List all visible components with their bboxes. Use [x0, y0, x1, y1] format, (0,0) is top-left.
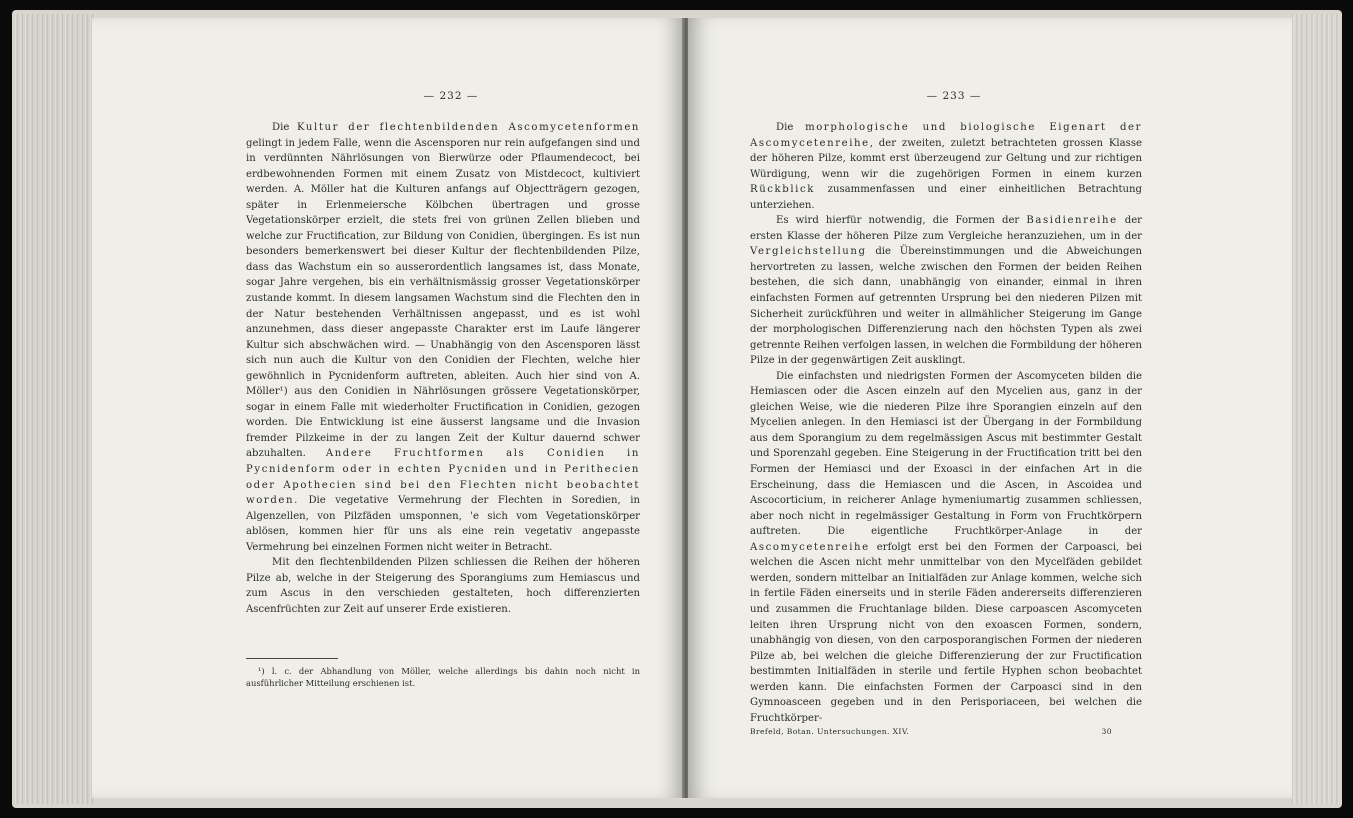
text-run: Mit den flechtenbildenden Pilzen schliessen die Reihen der höheren Pilze ab, welche in der Steigerung des Sporangiums zum Hemiascus und zum Ascus in den verschieden gestalteten, hoch differenzierten Ascenfrüchten zur Zeit auf unserer Erde existieren.	[246, 557, 640, 615]
spaced-emphasis-text: morphologische und biologische Eigenart der Ascomycetenreihe	[750, 122, 1142, 149]
text-run: , der zweiten, zuletzt betrachteten grossen Klasse der höheren Pilze, kommt erst überzeugend zur Geltung und zur richtigen Würdigung, wenn wir die zugehörigen Formen in einem kurzen	[750, 137, 1142, 180]
paragraph	[246, 555, 640, 617]
right-page-body	[750, 120, 1142, 726]
page-edges-left	[14, 14, 94, 804]
text-run: Die vegetative Vermehrung der Flechten in Soredien, in Algenzellen, von Pilzfäden umsponnen, 'e sich vom Vegetationskörper ablösen, kommen hier für uns als eine rein vegetativ angepasste Vermehrung bei einzelnen Formen nicht weiter in Betracht.	[246, 495, 640, 553]
page-edges-right	[1290, 14, 1340, 804]
left-page	[92, 18, 684, 798]
spaced-emphasis-text: Rückblick	[750, 184, 815, 196]
text-run: Es wird hierfür notwendig, die Formen der	[776, 215, 1027, 227]
signature-number: 30	[1101, 727, 1112, 737]
spaced-emphasis-text: Andere Fruchtformen als Conidien in Pycnidenform oder in echten Pycniden und in Perithecien oder Apothecien sind bei den Flechten nicht beobachtet worden.	[246, 448, 640, 507]
paragraph	[246, 120, 640, 555]
paragraph	[750, 369, 1142, 727]
text-run: Die	[776, 122, 806, 133]
footnote: ¹) l. c. der Abhandlung von Möller, welche allerdings bis dahin noch nicht in ausführlicher Mitteilung erschienen ist.	[246, 665, 640, 688]
right-page	[688, 18, 1292, 798]
signature-title: Brefeld, Botan. Untersuchungen. XIV.	[750, 727, 910, 737]
page-number-left: — 232 —	[423, 90, 479, 102]
paragraph	[750, 120, 1142, 213]
text-run: zusammenfassen und einer einheitlichen Betrachtung unterziehen.	[750, 184, 1142, 211]
footnote-divider	[246, 658, 338, 659]
left-page-body	[246, 120, 640, 618]
printer-signature	[750, 727, 1142, 736]
page-number-right: — 233 —	[926, 90, 982, 102]
text-run: der ersten Klasse der höheren Pilze zum Vergleiche heranzuziehen, um in der	[750, 215, 1143, 242]
text-run: die Übereinstimmungen und die Abweichungen hervortreten zu lassen, welche zwischen den Formen der beiden Reihen bestehen, die sich dann, unabhängig von einander, einmal in ihren einfachsten Formen auf getrennten Ursprung bei den niederen Pilzen mit Sicherheit zurückführen und weiter in allmählicher Steigerung im Gange der morphologischen Differenzierung nach den höchsten Typen als zwei getrennte Reihen verfolgen lassen, in welchen die Formbildung der höheren Pilze in der gegenwärtigen Zeit ausklingt.	[750, 246, 1142, 367]
text-run: Die	[272, 122, 297, 133]
text-run: Die einfachsten und niedrigsten Formen der Ascomyceten bilden die Hemiascen oder die Ascen einzeln auf den Mycelien aus, ganz in der gleichen Weise, wie die niederen Pilze ihre Sporangien einzeln auf den Mycelien anlegen. In den Hemiasci ist der Übergang in der Formbildung aus dem Sporangium zu dem regelmässigen Ascus mit bestimmter Gestalt und Sporenzahl gegeben. Eine Steigerung in der Fructification tritt bei den Formen der Hemiasci und der Exoasci in der einfachen Art in die Erscheinung, dass die Hemiascen und die Ascen, in Ascoidea und Ascocorticium, in reicherer Anlage hymeniumartig zusammen schliessen, aber noch nicht in regelmässiger Gestaltung in Form von Fruchtkörpern auftreten. Die eigentliche Fruchtkörper-Anlage in der	[750, 370, 1142, 538]
spaced-emphasis-text: Basidienreihe	[1026, 215, 1118, 227]
paragraph	[750, 213, 1142, 368]
text-run: gelingt in jedem Falle, wenn die Ascensporen nur rein aufgefangen sind und in verdünnten Nährlösungen von Bierwürze oder Pflaumendecoct, bei erdbewohnenden Formen mit einem Zusatz von Mistdecoct, kultiviert werden. A. Möller hat die Kulturen anfangs auf Objectträgern gezogen, später in Erlenmeiersche Kölbchen übertragen und grosse Vegetationskörper erzielt, die stets frei von grünen Zellen blieben und welche zur Fructification, zur Bildung von Conidien, übergingen. Es ist nun besonders bemerkenswert bei dieser Kultur der flechtenbildenden Pilze, dass das Wachstum ein so ausserordentlich langsames ist, dass Monate, sogar Jahre vergehen, bis ein verhältnismässig grosser Vegetationskörper zustande kommt. In diesem langsamen Wachstum sind die Flechten den in der Natur bestehenden Verhältnissen angepasst, und es ist wohl anzunehmen, dass dieser angepasste Charakter erst im Laufe längerer Kultur sich abschwächen wird. — Unabhängig von den Ascensporen lässt sich nun auch die Kultur von den Conidien der Flechten, welche hier gewöhnlich in Pycnidenform auftreten, ableiten. Auch hier sind von A. Möller¹) aus den Conidien in Nährlösungen grössere Vegetationskörper, sogar in einem Falle mit wiederholter Fructification in Conidien, gezogen worden. Die Entwicklung ist eine äusserst langsame und die Invasion fremder Pilzkeime in der zu langen Zeit der Kultur dauernd schwer abzuhalten.	[246, 137, 640, 460]
text-run: erfolgt erst bei den Formen der Carpoasci, bei welchen die Ascen nicht mehr unmittelbar von den Mycelfäden gebildet werden, sondern mittelbar an Initialfäden zur Anlage kommen, welche sich in fertile Fäden einerseits und in sterile Fäden andererseits differenzieren und zusammen die Fruchtanlage bilden. Diese carpoascen Ascomyceten leiten ihren Ursprung nicht von den exoascen Formen, sondern, unabhängig von diesen, von den carposporangischen Formen der niederen Pilze ab, bei welchen die gleiche Differenzierung der zur Fructification bestimmten Initialfäden in sterile und fertile Hyphen schon beobachtet werden kann. Die einfachsten Formen der Carpoasci sind in den Gymnoasceen gegeben und in den Perisporiaceen, bei welchen die Fruchtkörper-	[750, 541, 1142, 724]
spaced-emphasis-text: Kultur der flechtenbildenden Ascomycetenformen	[296, 122, 640, 133]
spaced-emphasis-text: Vergleichstellung	[750, 246, 867, 258]
spaced-emphasis-text: Ascomycetenreihe	[750, 541, 870, 553]
